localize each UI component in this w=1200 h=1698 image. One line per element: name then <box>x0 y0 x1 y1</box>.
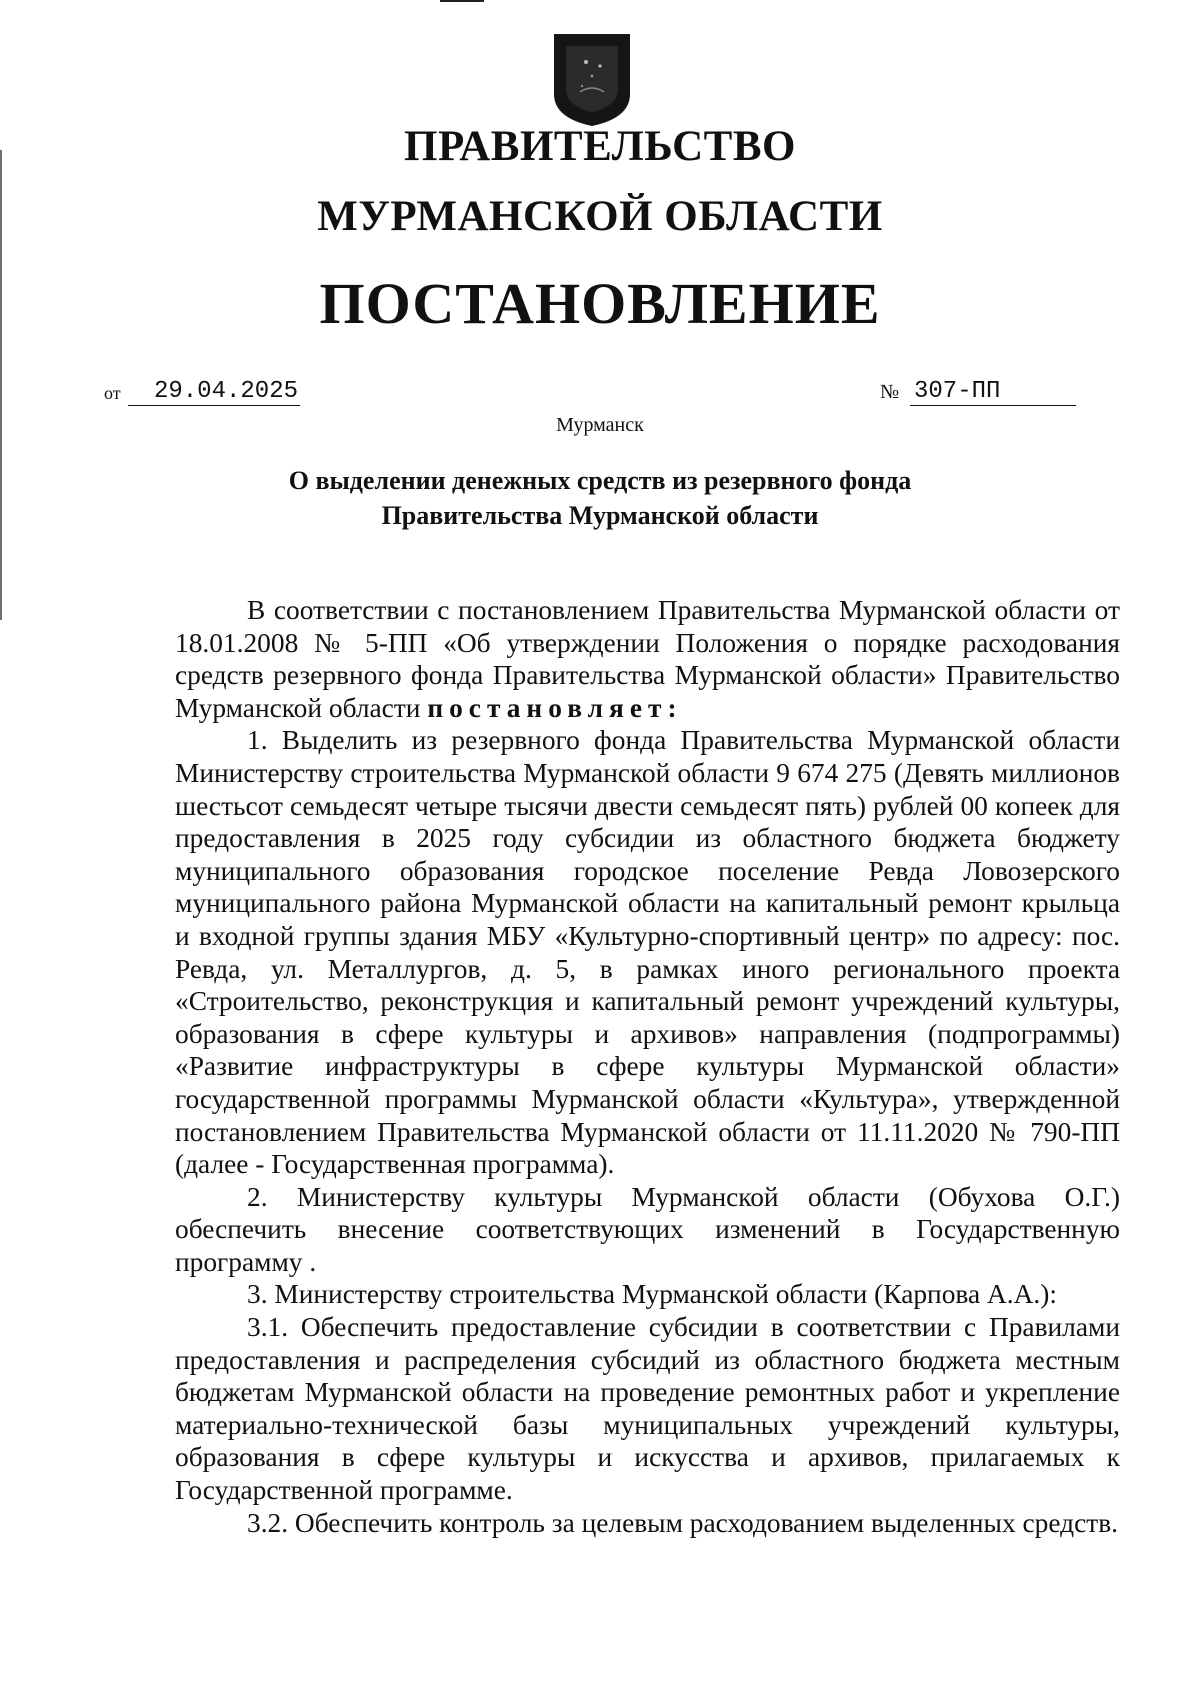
paragraph-3: 3. Министерству строительства Мурманской области (Карпова А.А.): <box>247 1279 1057 1310</box>
date-number-row <box>0 378 1200 408</box>
government-title-line1: ПРАВИТЕЛЬСТВО <box>404 123 796 170</box>
intro-paragraph <box>175 594 1120 724</box>
document-number: 307-ПП <box>910 378 1076 406</box>
paragraph-2: 2. Министерству культуры Мурманской области (Обухова О.Г.) обеспечить внесение соответствующих изменений в Государственную программу . <box>175 1181 1120 1277</box>
government-title-line2: МУРМАНСКОЙ ОБЛАСТИ <box>317 193 883 240</box>
resolution-keyword: постановляет: <box>427 692 683 723</box>
subject-line1: О выделении денежных средств из резервного фонда <box>288 466 912 495</box>
paragraph-3-2: 3.2. Обеспечить контроль за целевым расходованием выделенных средств. <box>247 1507 1118 1538</box>
city: Мурманск <box>556 414 644 436</box>
coat-of-arms-icon <box>552 32 632 128</box>
paragraph-1: 1. Выделить из резервного фонда Правительства Мурманской области Министерству строительства Мурманской области 9 674 275 (Девять миллионов шестьсот семьдесят четыре тысячи двести семьдесят пять) рублей 00 копеек для предоставления в 2025 году субсидии из областного бюджета бюджету муниципального образования городское поселение Ревда Ловозерского муниципального района Мурманской области на капитальный ремонт крыльца и входной группы здания МБУ «Культурно-спортивный центр» по адресу: пос. Ревда, ул. Металлургов, д. 5, в рамках иного регионального проекта «Строительство, реконструкция и капитальный ремонт учреждений культуры, образования в сфере культуры и архивов» направления (подпрограммы) «Развитие инфраструктуры в сфере культуры Мурманской области» государственной программы Мурманской области «Культура», утвержденной постановлением Правительства Мурманской области от 11.11.2020 № 790-ПП (далее - Государственная программа). <box>175 725 1120 1180</box>
subject-line2: Правительства Мурманской области <box>381 501 819 530</box>
document-type: ПОСТАНОВЛЕНИЕ <box>319 271 881 336</box>
document-body <box>175 594 1120 1539</box>
number-prefix: № <box>880 381 900 403</box>
paragraph-3-1: 3.1. Обеспечить предоставление субсидии в соответствии с Правилами предоставления и распределения субсидий из областного бюджета местным бюджетам Мурманской области на проведение ремонтных работ и укрепление материально-технической базы муниципальных учреждений культуры, образования в сфере культуры и искусства и архивов, прилагаемых к Государственной программе. <box>175 1312 1120 1506</box>
scan-mark <box>440 0 484 2</box>
document-date: 29.04.2025 <box>128 378 300 406</box>
date-prefix: от <box>104 383 121 403</box>
intro-text: В соответствии с постановлением Правительства Мурманской области от 18.01.2008 № 5-ПП «Об утверждении Положения о порядке расходования средств резервного фонда Правительства Мурманской области» Правительство Мурманской области <box>175 595 1120 723</box>
